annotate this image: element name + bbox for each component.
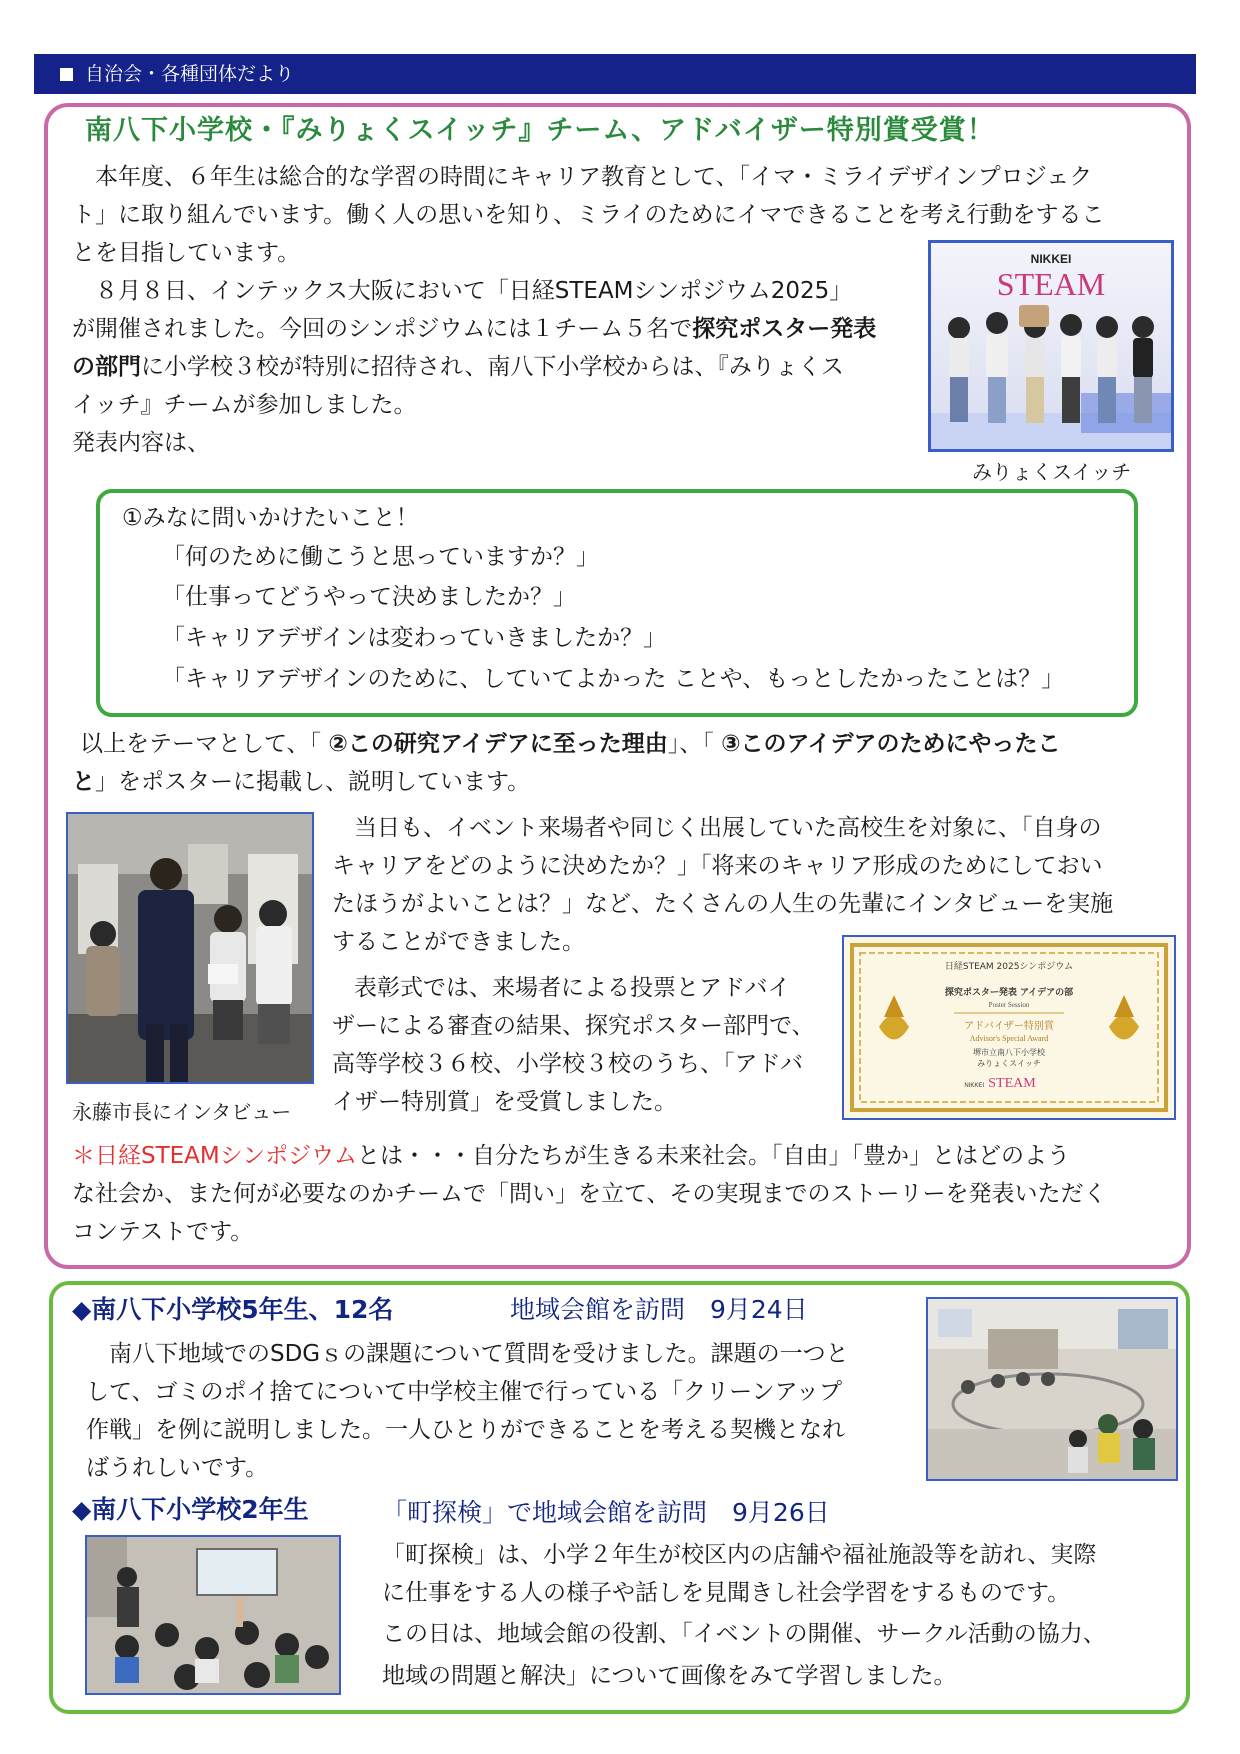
paragraph-line: イッチ』チームが参加しました。 (72, 392, 417, 418)
paragraph-line: ザーによる審査の結果、探究ポスター部門で、 (332, 1013, 815, 1039)
paragraph-line: たほうがよいことは？」など、たくさんの人生の先輩にインタビューを実施 (332, 891, 1114, 917)
paragraph-line: 当日も、イベント来場者や同じく出展していた高校生を対象に、「自身の (354, 815, 1102, 841)
question-item: 「キャリアデザインのために、していてよかった ことや、もっとしたかったことは？」 (162, 666, 1065, 692)
question-item: 「何のために働こうと思っていますか？」 (162, 544, 599, 570)
highlight-text: の部門 (72, 354, 141, 380)
highlight-text: 探究ポスター発表 (692, 316, 877, 342)
interview-photo-image (68, 814, 312, 1082)
team-photo-image (931, 243, 1171, 449)
paragraph-line: 本年度、６年生は総合的な学習の時間にキャリア教育として、「イマ・ミライデザインプロジェク (72, 164, 1093, 190)
footnote-line: ＊日経STEAMシンポジウムとは・・・自分たちが生きる未来社会。「自由」「豊か」とはどのよう (72, 1143, 1070, 1169)
paragraph-line: して、ゴミのポイ捨てについて中学校主催で行っている「クリーンアップ (86, 1379, 843, 1405)
article2-heading-date: 地域会館を訪問 9月24日 (510, 1295, 808, 1324)
question-heading: ①みなに問いかけたいこと！ (122, 505, 419, 531)
paragraph-line: 地域の問題と解決」について画像をみて学習しました。 (382, 1663, 957, 1689)
paragraph-line: と」をポスターに掲載し、説明しています。 (72, 769, 531, 795)
paragraph-line: ト」に取り組んでいます。働く人の思いを知り、ミライのためにイマできることを考え行動をするこ (72, 202, 1105, 228)
hall-visit-photo-image (928, 1299, 1176, 1479)
interview-photo (66, 812, 314, 1084)
article3-heading: ◆南八下小学校2年生 (72, 1495, 309, 1524)
article-award-title: 南八下小学校・『みりょくスイッチ』チーム、アドバイザー特別賞受賞！ (85, 115, 995, 146)
article3-heading-date: 「町探検」で地域会館を訪問 9月26日 (382, 1498, 830, 1527)
footnote-line: な社会か、また何が必要なのかチームで「問い」を立て、その実現までのストーリーを発表いただく (72, 1181, 1107, 1207)
paragraph-line: イザー特別賞」を受賞しました。 (332, 1089, 677, 1115)
certificate-team: みりょくスイッチ (977, 1059, 1041, 1068)
paragraph-line: 作戦」を例に説明しました。一人ひとりができることを考える契機となれ (86, 1417, 845, 1443)
footnote-term: ＊日経STEAMシンポジウム (72, 1143, 357, 1169)
interview-photo-caption: 永藤市長にインタビュー (72, 1100, 292, 1124)
photo-logo-text: STEAM (996, 266, 1106, 302)
photo-brand-text: NIKKEI (1030, 252, 1072, 266)
town-explore-photo (85, 1535, 341, 1695)
paragraph-line: 発表内容は、 (72, 430, 210, 456)
paragraph-line: この日は、地域会館の役割、「イベントの開催、サークル活動の協力、 (382, 1621, 1106, 1647)
section-header-label: 自治会・各種団体だより (85, 63, 295, 85)
question-item: 「キャリアデザインは変わっていきましたか？」 (162, 625, 667, 651)
paragraph-line: とを目指しています。 (72, 240, 301, 266)
team-photo-caption: みりょくスイッチ (972, 460, 1132, 484)
certificate-logo: STEAM (988, 1076, 1036, 1091)
certificate-award: アドバイザー特別賞 (964, 1021, 1054, 1032)
footnote-line: コンテストです。 (72, 1219, 254, 1245)
paragraph-line: の部門に小学校３校が特別に招待され、南八下小学校からは、『みりょくス (72, 354, 844, 380)
town-explore-photo-image (87, 1537, 339, 1693)
certificate-category-en: Poster Session (988, 1001, 1030, 1009)
paragraph-line: 南八下地域でのSDGｓの課題について質問を受けました。課題の一つと (86, 1341, 849, 1367)
hall-visit-photo (926, 1297, 1178, 1481)
certificate-image (844, 937, 1174, 1118)
paragraph-line: 以上をテーマとして、「 ②この研究アイデアに至った理由」、「 ③このアイデアのためにやったこ (80, 731, 1061, 757)
certificate-award-en: Advisor's Special Award (969, 1034, 1049, 1043)
paragraph-line: キャリアをどのように決めたか？」「将来のキャリア形成のためにしておい (332, 853, 1103, 879)
square-bullet-icon (60, 68, 73, 81)
certificate-category: 探究ポスター発表 アイデアの部 (944, 988, 1074, 998)
article2-heading: ◆南八下小学校5年生、12名 (72, 1295, 394, 1324)
certificate-brand: NIKKEI (964, 1083, 984, 1089)
award-certificate (842, 935, 1176, 1120)
section-header (34, 54, 1196, 94)
question-item: 「仕事ってどうやって決めましたか？」 (162, 584, 576, 610)
paragraph-line: することができました。 (332, 929, 585, 955)
paragraph-line: 表彰式では、来場者による投票とアドバイ (354, 975, 791, 1001)
certificate-school: 堺市立南八下小学校 (973, 1048, 1045, 1057)
paragraph-line: 「町探検」は、小学２年生が校区内の店舗や福祉施設等を訪れ、実際 (382, 1542, 1097, 1568)
team-photo (928, 240, 1174, 452)
certificate-header: 日経STEAM 2025シンポジウム (944, 962, 1074, 972)
paragraph-line: ばうれしいです。 (86, 1455, 269, 1481)
paragraph-line: に仕事をする人の様子や話しを見聞きし社会学習をするものです。 (382, 1580, 1071, 1606)
paragraph-line: が開催されました。今回のシンポジウムには１チーム５名で探究ポスター発表 (72, 316, 877, 342)
paragraph-line: 高等学校３６校、小学校３校のうち、「アドバ (332, 1051, 804, 1077)
paragraph-line: ８月８日、インテックス大阪において「日経STEAMシンポジウム2025」 (72, 278, 853, 304)
